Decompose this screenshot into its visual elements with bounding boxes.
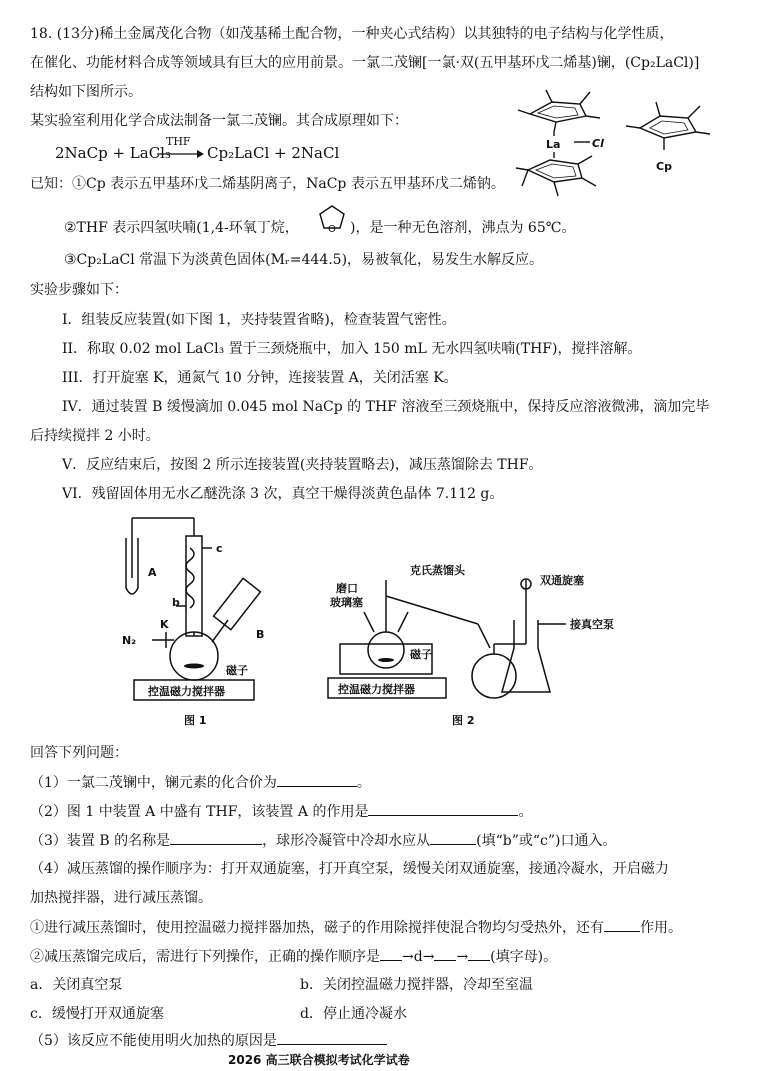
known-line-3: ③Cp₂LaCl 常温下为淡黄色固体(Mᵣ=444.5)，易被氧化，易发生水解反应。 — [64, 252, 544, 268]
q4-2-answer-blank-3[interactable] — [468, 946, 490, 961]
fig2-caption: 图 2 — [452, 714, 475, 727]
cl-label: Cl — [592, 137, 604, 150]
fig1-label-base: 控温磁力搅拌器 — [148, 685, 225, 698]
known-line-2a: ②THF 表示四氢呋喃(1,4-环氧丁烷， — [64, 220, 299, 236]
known-line-2b: )，是一种无色溶剂，沸点为 65℃。 — [350, 220, 576, 236]
q3 — [30, 830, 616, 851]
q1 — [30, 772, 371, 793]
question-intro-line-2: 在催化、功能材料合成等领域具有巨大的应用前景。一氯二茂镧[一氯·双(五甲基环戊二烯基)镧，(Cp₂LaCl)] — [30, 55, 700, 71]
fig1-label-n2: N₂ — [122, 634, 137, 647]
q2-text: （2）图 1 中装置 A 中盛有 THF，该装置 A 的作用是 — [30, 804, 369, 820]
q4-2-arrow-1: →d→ — [402, 949, 435, 965]
fig2-label-ground1: 磨口 — [336, 582, 358, 595]
q4-2-answer-blank-2[interactable] — [434, 946, 456, 961]
known-line-1: 已知：①Cp 表示五甲基环戊二烯基阴离子，NaCp 表示五甲基环戊二烯钠。 — [30, 176, 505, 192]
thf-ring-icon — [312, 200, 352, 236]
fig2-label-ground2: 玻璃塞 — [330, 596, 363, 609]
q5-answer-blank[interactable] — [277, 1030, 387, 1045]
fig2-label-stir: 磁子 — [410, 648, 432, 661]
q4-line-2: 加热搅拌器，进行减压蒸馏。 — [30, 890, 212, 906]
q4-2 — [30, 946, 557, 967]
equation-right: Cp₂LaCl + 2NaCl — [207, 144, 340, 162]
step-1: I．组装反应装置(如下图 1，夹持装置省略)，检查装置气密性。 — [62, 312, 456, 328]
fig2-label-head: 克氏蒸馏头 — [410, 564, 465, 577]
fig2-label-valve: 双通旋塞 — [540, 574, 584, 587]
fig1-label-stir: 磁子 — [226, 664, 248, 677]
fig1-label-b-funnel: B — [256, 628, 265, 641]
option-b: b．关闭控温磁力搅拌器，冷却至室温 — [300, 977, 533, 993]
fig1-label-b: b — [172, 596, 180, 609]
q4-1 — [30, 917, 682, 938]
q1-answer-blank[interactable] — [277, 772, 357, 787]
fig2-label-pump: 接真空泵 — [570, 618, 614, 631]
fig2-label-base: 控温磁力搅拌器 — [338, 683, 415, 696]
fig1-label-c: c — [216, 542, 223, 555]
q2 — [30, 801, 532, 822]
answer-title: 回答下列问题： — [30, 745, 128, 761]
q3-text: （3）装置 B 的名称是 — [30, 833, 171, 849]
q1-post: 。 — [356, 775, 371, 791]
option-a: a．关闭真空泵 — [30, 977, 123, 993]
q4-2-text: ②减压蒸馏完成后，需进行下列操作，正确的操作顺序是 — [30, 949, 380, 965]
q3-answer-blank-2[interactable] — [430, 830, 476, 845]
q5 — [30, 1030, 387, 1051]
steps-title: 实验步骤如下： — [30, 282, 128, 298]
q2-answer-blank[interactable] — [368, 801, 518, 816]
equation-arrow-label: THF — [166, 135, 191, 148]
q4-1-text: ①进行减压蒸馏时，使用控温磁力搅拌器加热，磁子的作用除搅拌使混合物均匀受热外，还有 — [30, 920, 604, 936]
cp2lacl-structure-diagram — [510, 78, 760, 202]
q1-text: （1）一氯二茂镧中，镧元素的化合价为 — [30, 775, 277, 791]
figure-2-apparatus — [318, 540, 618, 732]
q4-line-1: （4）减压蒸馏的操作顺序为：打开双通旋塞，打开真空泵，缓慢关闭双通旋塞，接通冷凝水，开启磁力 — [30, 861, 669, 877]
fig1-caption: 图 1 — [184, 714, 207, 727]
question-intro-line-4: 某实验室利用化学合成法制备一氯二茂镧。其合成原理如下： — [30, 113, 408, 129]
step-4: IV．通过装置 B 缓慢滴加 0.045 mol NaCp 的 THF 溶液至三颈烧瓶中，保持反应溶液微沸，滴加完毕 — [62, 399, 710, 415]
q3-answer-blank-1[interactable] — [170, 830, 262, 845]
q4-1-answer-blank[interactable] — [604, 917, 640, 932]
option-c: c．缓慢打开双通旋塞 — [30, 1006, 164, 1022]
q4-2-answer-blank-1[interactable] — [380, 946, 402, 961]
question-intro-line-1: 18. (13分)稀土金属茂化合物（如茂基稀土配合物，一种夹心式结构）以其独特的电子结构与化学性质， — [30, 26, 674, 42]
option-d: d．停止通冷凝水 — [300, 1006, 407, 1022]
fig1-label-a: A — [148, 566, 157, 579]
step-6: VI．残留固体用无水乙醚洗涤 3 次，真空干燥得淡黄色晶体 7.112 g。 — [62, 486, 504, 502]
step-5: V．反应结束后，按图 2 所示连接装置(夹持装置略去)，减压蒸馏除去 THF。 — [62, 457, 543, 473]
step-4-cont: 后持续搅拌 2 小时。 — [30, 428, 160, 444]
fig1-label-k: K — [160, 618, 169, 631]
cp-label: Cp — [656, 160, 672, 173]
question-intro-line-3: 结构如下图所示。 — [30, 84, 142, 100]
q3-mid: ，球形冷凝管中冷却水应从 — [262, 833, 431, 849]
step-3: III．打开旋塞 K，通氮气 10 分钟，连接装置 A，关闭活塞 K。 — [62, 370, 458, 386]
svg-text:O: O — [328, 224, 336, 235]
q4-2-post: (填字母)。 — [490, 949, 558, 965]
la-label: La — [546, 138, 561, 151]
page-footer: 2026 高三联合模拟考试化学试卷 — [228, 1053, 410, 1067]
equation-left: 2NaCp + LaCl₃ — [55, 144, 171, 162]
q2-post: 。 — [518, 804, 533, 820]
q4-2-arrow-2: → — [456, 949, 469, 965]
figure-1-apparatus — [108, 508, 308, 733]
q5-text: （5）该反应不能使用明火加热的原因是 — [30, 1033, 277, 1049]
step-2: II．称取 0.02 mol LaCl₃ 置于三颈烧瓶中，加入 150 mL 无水四氢呋喃(THF)，搅拌溶解。 — [62, 341, 642, 357]
q3-post: (填“b”或“c”)口通入。 — [476, 833, 617, 849]
reaction-arrow-icon — [155, 148, 205, 160]
q4-1-post: 作用。 — [640, 920, 682, 936]
